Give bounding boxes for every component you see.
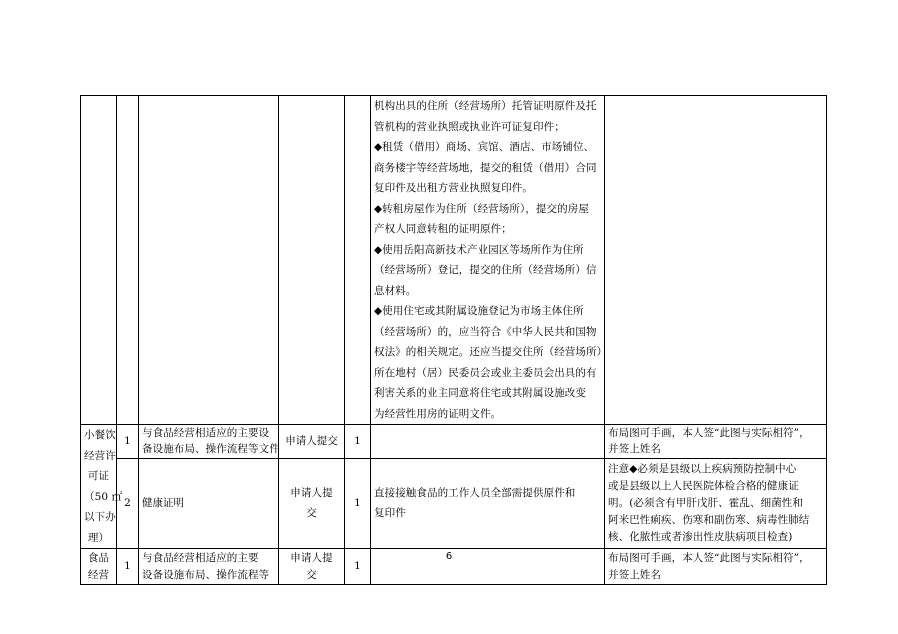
source-line: 交 — [306, 568, 317, 581]
material-cell: 健康证明 — [139, 458, 279, 548]
source-cell: 申请人提交 — [279, 425, 345, 459]
note-cell — [605, 425, 827, 459]
requirement-line: 产权人同意转租的证明原件； — [374, 223, 512, 235]
copies-cell — [345, 96, 371, 425]
requirement-line: （经营场所）的，应当符合《中华人民共和国物 — [374, 325, 597, 338]
note-line: 并签上姓名 — [608, 443, 661, 456]
requirement-cell — [371, 425, 605, 459]
seq-cell — [117, 96, 139, 425]
material-line: 与食品经营相适应的主要设 — [142, 427, 270, 440]
material-line: 设备设施布局、操作流程等 — [142, 568, 270, 581]
note-line: 布局图可手画，本人签“此图与实际相符”， — [608, 551, 810, 564]
requirements-table — [80, 95, 827, 585]
source-line: 申请人提 — [290, 551, 333, 564]
material-line: 备设施布局、操作流程等文件 — [142, 443, 280, 456]
page-number: 6 — [445, 551, 453, 562]
requirement-cell — [371, 96, 608, 425]
material-cell — [139, 425, 279, 459]
note-line: 明。(必须含有甲肝戊肝、霍乱、细菌性和 — [608, 496, 803, 509]
requirement-line: 机构出具的住所（经营场所）托管证明原件及托 — [374, 100, 597, 112]
seq-cell: 1 — [117, 549, 139, 585]
note-cell — [605, 458, 827, 548]
copies-cell: 1 — [345, 458, 371, 548]
requirement-line: 复印件 — [374, 507, 406, 520]
category-line: 可证 — [87, 470, 110, 482]
category-line: 经营 — [87, 568, 110, 581]
requirement-line: （经营场所）登记，提交的住所（经营场所）信 — [374, 264, 597, 276]
requirement-line: 复印件及出租方营业执照复印件。 — [374, 182, 533, 194]
requirement-line: 息材料。 — [374, 284, 417, 297]
table-row — [81, 458, 827, 548]
category-line: 理） — [87, 531, 110, 544]
note-cell — [605, 96, 827, 425]
requirement-line: 利害关系的业主同意将住宅或其附属设施改变 — [374, 387, 586, 399]
category-line: 食品 — [87, 551, 110, 564]
requirement-line: 直接接触食品的工作人员全部需提供原件和 — [374, 486, 576, 499]
source-line: 交 — [306, 507, 317, 520]
table-row — [81, 425, 827, 459]
note-line: 并签上姓名 — [608, 568, 661, 581]
category-line: 经营许 — [84, 449, 116, 462]
requirement-line: 权法》的相关规定。还应当提交住所（经营场所） — [374, 346, 608, 358]
requirement-line: 商务楼宇等经营场地，提交的租赁（借用）合同 — [374, 161, 597, 174]
copies-cell: 1 — [345, 425, 371, 459]
requirement-line: ◆使用岳阳高新技术产业园区等场所作为住所 — [374, 243, 584, 256]
seq-cell: 2 — [117, 458, 139, 548]
category-line: 以下办 — [84, 511, 116, 523]
requirement-line: ◆转租房屋作为住所（经营场所），提交的房屋 — [374, 202, 589, 215]
copies-cell: 1 — [345, 549, 371, 585]
source-line: 申请人提 — [290, 486, 333, 499]
material-line: 与食品经营相适应的主要 — [142, 551, 259, 564]
category-line: （50 ㎡ — [84, 490, 123, 503]
requirement-line: 所在地村（居）民委员会或业主委员会出具的有 — [374, 366, 597, 379]
table-row — [81, 96, 827, 425]
requirement-line: ◆租赁（借用）商场、宾馆、酒店、市场铺位、 — [374, 141, 595, 153]
category-line: 小餐饮 — [84, 429, 116, 441]
seq-cell: 1 — [117, 425, 139, 459]
note-line: 或是县级以上人民医院体检合格的健康证 — [608, 479, 799, 492]
category-small-catering-cell — [81, 425, 123, 549]
requirement-cell — [371, 458, 605, 548]
note-line: 布局图可手画，本人签“此图与实际相符”， — [608, 427, 810, 440]
source-cell — [279, 458, 345, 548]
requirement-line: 管机构的营业执照或执业许可证复印件； — [374, 120, 565, 133]
note-line: 注意◆必须是县级以上疾病预防控制中心 — [608, 462, 797, 475]
source-cell — [279, 96, 345, 425]
category-cell — [81, 96, 117, 425]
note-line: 阿米巴性痢疾、伤寒和副伤寒、病毒性肺结 — [608, 513, 810, 526]
material-cell — [139, 96, 279, 425]
note-line: 核、化脓性或者渗出性皮肤病项目检查) — [608, 530, 793, 543]
requirement-line: 为经营性用房的证明文件。 — [374, 407, 502, 420]
requirement-line: ◆使用住宅或其附属设施登记为市场主体住所 — [374, 305, 584, 317]
